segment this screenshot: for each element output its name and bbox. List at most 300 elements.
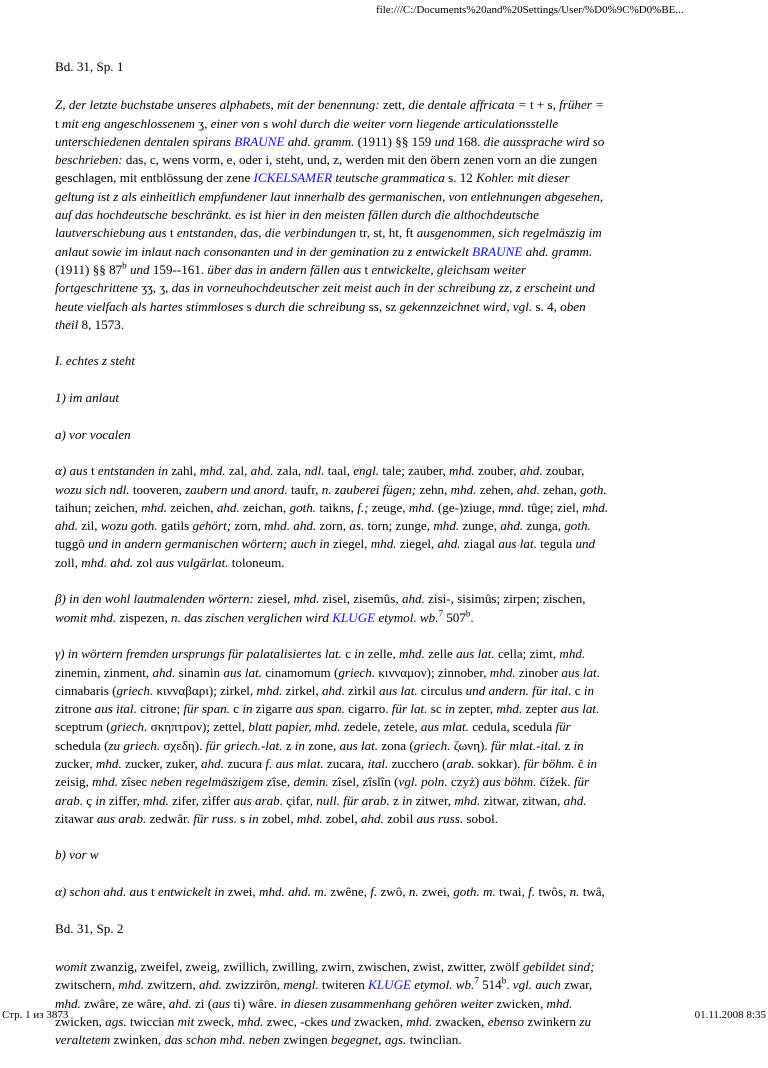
italic-text: mhd. [370, 536, 400, 552]
italic-text: mhd. [406, 1013, 436, 1029]
text-run: sceptrum ( [55, 719, 111, 735]
italic-text: mhd. [256, 682, 286, 698]
text-run: ʒʒ, ʒ, [141, 280, 172, 296]
italic-text: mengl. [283, 977, 322, 993]
italic-text: ausgenommen, sich regelmäszig im [416, 225, 602, 241]
text-run: zucara, [326, 755, 368, 771]
text-run: zwingen [283, 1032, 332, 1048]
text-run: cedula, scedula [472, 719, 556, 735]
text-run: taihun; zeichen, [55, 499, 142, 515]
text-run: ʒ, [198, 115, 211, 131]
italic-text: f. aus mlat. [265, 755, 327, 771]
text-run: twai, [499, 884, 529, 900]
text-run: zedele, zetele, [343, 719, 421, 735]
italic-text: n. zauberei fügen; [321, 481, 420, 497]
text-run: geschlagen, mit entblössung der zene [55, 170, 254, 186]
text-run: cigarro. [348, 701, 392, 717]
italic-text: geltung ist z als einheitlich empfundener laut innerhalb des germanischen, von entlehnungen abgesehen, [55, 188, 604, 204]
italic-text: veraltetem [55, 1032, 114, 1048]
italic-text: das schon mhd. neben [164, 1032, 284, 1048]
italic-text: mhd. [582, 499, 609, 515]
text-run: zitwar, zitwan, [483, 792, 564, 808]
text-run: zitwer, [415, 792, 455, 808]
text-run: (1911) §§ 159 [357, 133, 435, 149]
italic-text: und [126, 261, 153, 277]
text-run: ç [86, 792, 96, 808]
text-run: twâ, [582, 884, 605, 900]
italic-text: entwickelte, gleichsam weiter [371, 261, 526, 277]
italic-text: ahd. [216, 499, 243, 515]
text-run: . [506, 977, 513, 993]
italic-text: n. das zischen verglichen wird [171, 609, 333, 625]
italic-text: zaubern und anord. [185, 481, 291, 497]
text-run: zwicken, [496, 995, 547, 1011]
italic-text: demin. [293, 774, 332, 790]
paragraph-intro [55, 96, 715, 334]
text-run: ziesel, [257, 591, 294, 607]
italic-text: ahd. [516, 481, 544, 497]
italic-text: in [248, 810, 262, 826]
italic-text: etymol. wb. [375, 609, 439, 625]
text-run: zwâre, ze wâre, [84, 995, 169, 1011]
text-run: Bd. 31, Sp. 2 [55, 920, 124, 936]
italic-text: aus lat. [379, 682, 421, 698]
text-run: zehen, [479, 481, 517, 497]
text-run: sobol. [466, 810, 499, 826]
italic-text: null. für arab. [316, 792, 394, 808]
text-run: zwêne, [330, 884, 371, 900]
text-run: 159--161. [152, 261, 208, 277]
text-run: čížek. [539, 774, 574, 790]
text-run: sokkar). [477, 755, 524, 771]
text-run: zobel, [325, 810, 361, 826]
italic-text: α) aus [55, 463, 91, 479]
italic-text: und [434, 133, 458, 149]
author-link[interactable]: BRAUNE [234, 133, 285, 149]
text-run: ziffer, [108, 792, 143, 808]
paragraph-alpha [55, 462, 715, 572]
text-run: zwei, [421, 884, 454, 900]
text-run: zigarre [255, 701, 296, 717]
heading-bd31-sp2 [55, 920, 715, 938]
italic-text: mhd. [95, 755, 126, 771]
italic-text: mhd. [546, 995, 573, 1011]
italic-text: für [555, 719, 571, 735]
italic-text: begegnet, ags. [331, 1032, 410, 1048]
text-run: ζωνη). [453, 737, 491, 753]
text-run: tooveren, [132, 481, 186, 497]
italic-text: aus arab. [233, 792, 287, 808]
author-link[interactable]: KLUGE [368, 977, 412, 993]
italic-text: aus vulgärlat. [155, 554, 232, 570]
text-run: (1911) §§ 87 [55, 261, 123, 277]
italic-text: arab. [446, 755, 478, 771]
italic-text: f. [370, 884, 381, 900]
text-run: κινναμον); zinnober, [378, 664, 490, 680]
text-run: twiccian [129, 1013, 178, 1029]
section-b [55, 846, 715, 864]
text-run: zwinken, [113, 1032, 165, 1048]
italic-text: in [586, 755, 598, 771]
text-run: tr, st, ht, ft [359, 225, 417, 241]
italic-text: ahd. gramm. [522, 243, 593, 259]
italic-text: ahd. [500, 518, 527, 534]
text-run: cinamomum ( [265, 664, 339, 680]
text-run: zwô, [380, 884, 409, 900]
superscript: 7 [474, 975, 479, 986]
text-run: zedwâr. [149, 810, 194, 826]
text-run: twinclian. [409, 1032, 462, 1048]
italic-text: aus lat. [560, 701, 600, 717]
italic-text: mhd. [454, 792, 484, 808]
text-run: κινναβαρι); zirkel, [156, 682, 257, 698]
text-run: sc [430, 701, 445, 717]
text-run: s [240, 810, 249, 826]
heading-bd31-sp1 [55, 58, 715, 76]
italic-text: mhd. [199, 463, 229, 479]
text-run: zwinkern [527, 1013, 580, 1029]
text-run: c [574, 682, 584, 698]
text-run: zinober [518, 664, 562, 680]
text-run: zispezen, [119, 609, 172, 625]
text-run: zisi-, sisimûs; zirpen; zischen, [428, 591, 586, 607]
italic-text: aus [129, 884, 151, 900]
text-run: σκηπτρον); zettel, [150, 719, 249, 735]
italic-text: oben [560, 298, 586, 314]
italic-text: aus lat. [561, 664, 600, 680]
italic-text: arab. [55, 792, 87, 808]
text-run: ss, sz [368, 298, 400, 314]
italic-text: durch die schreibung [255, 298, 369, 314]
dictionary-entry [55, 58, 715, 1068]
text-run: 514 [478, 977, 502, 993]
italic-text: ahd. [321, 682, 349, 698]
italic-text: womit [55, 958, 91, 974]
italic-text: aus lat. [456, 646, 498, 662]
italic-text: goth. [580, 481, 607, 497]
text-run: twôs, [538, 884, 570, 900]
italic-text: griech. [110, 719, 151, 735]
text-run: t [169, 225, 177, 241]
italic-text: gebildet sind; [522, 958, 595, 974]
italic-text: mhd. [143, 792, 173, 808]
italic-text: mhd. [237, 1013, 267, 1029]
text-run: zeuge, [371, 499, 409, 515]
italic-text: aus mlat. [420, 719, 473, 735]
browser-file-path: file:///C:/Documents%20and%20Settings/User/%D0%9C%D0%BE... [376, 4, 684, 16]
italic-text: ahd. [199, 977, 226, 993]
text-run: cella; zimt, [497, 646, 560, 662]
text-run: zeisig, [55, 774, 93, 790]
text-run: (ge-)ziuge, [437, 499, 499, 515]
section-1 [55, 389, 715, 407]
text-run: zucchero ( [391, 755, 447, 771]
italic-text: womit mhd. [55, 609, 120, 625]
text-run: taal, [327, 463, 354, 479]
italic-text: gehört; [192, 518, 235, 534]
text-run: s. 12 [448, 170, 477, 186]
text-run: schedula ( [55, 737, 109, 753]
italic-text: mhd. [141, 499, 171, 515]
text-run: taikns, [319, 499, 358, 515]
text-run: zett, [382, 97, 409, 113]
italic-text: aus arab. [96, 810, 150, 826]
text-run: s [246, 298, 256, 314]
italic-text: zu [579, 1013, 592, 1029]
italic-text: ahd. [168, 995, 195, 1011]
text-run: . [470, 609, 474, 625]
text-run: zelle [428, 646, 457, 662]
italic-text: für böhm. [523, 755, 578, 771]
italic-text: das in vorneuhochdeutscher zeit meist auch in der schreibung zz, z erscheint und [171, 280, 595, 296]
italic-text: mhd. [408, 499, 438, 515]
text-run: zucura [227, 755, 266, 771]
paragraph-b-alpha [55, 883, 715, 901]
italic-text: einer von [210, 115, 264, 131]
text-run: cinnabaris ( [55, 682, 117, 698]
text-run: zinemin, zinment, [55, 664, 153, 680]
italic-text: theil [55, 316, 82, 332]
text-run: t [55, 115, 62, 131]
text-run: z [393, 792, 403, 808]
italic-text: mhd. ahd. [264, 518, 320, 534]
italic-text: ahd. [55, 518, 82, 534]
italic-text: aus russ. [416, 810, 467, 826]
text-run: torn; zunge, [367, 518, 434, 534]
text-run: zwec, -ckes [266, 1013, 332, 1029]
italic-text: goth. [289, 499, 320, 515]
italic-text: mit [177, 1013, 198, 1029]
italic-text: zu griech. [108, 737, 164, 753]
text-run: zwitzern, [147, 977, 199, 993]
text-run: zwar, [564, 977, 593, 993]
paragraph-gamma [55, 645, 715, 828]
text-run: zirkil [348, 682, 380, 698]
italic-text: gekennzeichnet wird, vgl. [399, 298, 536, 314]
text-run: zweck, [197, 1013, 238, 1029]
italic-text: mhd. [118, 977, 148, 993]
italic-text: und andern. für ital. [465, 682, 575, 698]
text-run: circulus [420, 682, 466, 698]
text-run: zouber, [478, 463, 520, 479]
text-run: z [564, 737, 574, 753]
text-run: zehn, [419, 481, 451, 497]
italic-text: in [354, 646, 368, 662]
text-run: zitawar [55, 810, 97, 826]
italic-text: engl. [353, 463, 383, 479]
text-run: tûge; ziel, [527, 499, 583, 515]
italic-text: aus lat. [223, 664, 266, 680]
text-run: c [233, 701, 243, 717]
paragraph-continued [55, 958, 715, 1049]
italic-text: mhd. [55, 995, 85, 1011]
italic-text: in [583, 682, 595, 698]
italic-text: ahd. gramm. [284, 133, 358, 149]
text-run: t [90, 463, 98, 479]
italic-text: mhd. [92, 774, 122, 790]
text-run: zoll, [55, 554, 82, 570]
italic-text: früher = [559, 97, 604, 113]
italic-text: aus lat. [498, 536, 541, 552]
italic-text: wohl durch die weiter vorn liegende articulationsstelle [271, 115, 559, 131]
text-run: zwitschern, [55, 977, 119, 993]
paragraph-beta [55, 590, 715, 627]
italic-text: über das in andern fällen aus [207, 261, 365, 277]
italic-text: in [444, 701, 459, 717]
text-run: zîsel, zîslîn ( [331, 774, 399, 790]
italic-text: b) vor w [55, 847, 99, 863]
author-link[interactable]: ICKELSAMER [253, 170, 333, 186]
text-run: c [345, 646, 355, 662]
italic-text: mhd. [293, 591, 323, 607]
text-run: zisel, zisemûs, [322, 591, 402, 607]
text-run: twiteren [321, 977, 369, 993]
italic-text: ahd. [152, 664, 179, 680]
text-run: tuggô [55, 536, 89, 552]
text-run: t [150, 884, 158, 900]
italic-text: für russ. [193, 810, 241, 826]
text-run: ziagal [463, 536, 499, 552]
italic-text: n. [408, 884, 422, 900]
italic-text: und [331, 1013, 354, 1029]
italic-text: für lat. [391, 701, 431, 717]
italic-text: ndl. [304, 463, 328, 479]
text-run: zwacken, [435, 1013, 488, 1029]
text-run: t + s, [529, 97, 560, 113]
italic-text: griech. [338, 664, 379, 680]
italic-text: as. [349, 518, 368, 534]
text-run: zone, [308, 737, 340, 753]
text-run: zorn, [234, 518, 265, 534]
text-run: zirkel, [285, 682, 322, 698]
italic-text: griech. [116, 682, 157, 698]
text-run: tegula [540, 536, 576, 552]
italic-text: γ) in wörtern fremden ursprungs für palatalisiertes lat. [55, 646, 346, 662]
italic-text: für [573, 774, 590, 790]
italic-text: und in andern germanischen wörtern; auch in [88, 536, 333, 552]
italic-text: aus lat. [339, 737, 382, 753]
section-a [55, 426, 715, 444]
italic-text: beschrieben: [55, 152, 126, 168]
text-run: zelle, [367, 646, 400, 662]
text-run: zeichan, [243, 499, 290, 515]
italic-text: f. [528, 884, 539, 900]
text-run: č [577, 755, 587, 771]
italic-text: etymol. wb. [411, 977, 475, 993]
text-run: zil, [81, 518, 101, 534]
print-datetime: 01.11.2008 8:35 [694, 1009, 766, 1021]
italic-text: mhd. [489, 664, 519, 680]
text-run: zona ( [381, 737, 414, 753]
text-run: zwanzig, zweifel, zweig, zwillich, zwilling, zwirn, zwischen, zwist, zwitter, zwölf [90, 958, 523, 974]
italic-text: aus [212, 995, 234, 1011]
text-run: zifer, ziffer [172, 792, 234, 808]
italic-text: wozu goth. [100, 518, 161, 534]
text-run: zîsec [121, 774, 151, 790]
italic-text: mhd. ahd. [81, 554, 137, 570]
text-run: citrone; [140, 701, 184, 717]
text-run: t [364, 261, 372, 277]
italic-text: in [402, 792, 416, 808]
italic-text: die aussprache wird so [483, 133, 605, 149]
italic-text: ahd. [519, 463, 546, 479]
text-run: z [285, 737, 295, 753]
superscript: b [501, 975, 507, 986]
italic-text: ebenso [487, 1013, 528, 1029]
superscript: 7 [438, 608, 443, 619]
italic-text: mit eng angeschlossenem [61, 115, 199, 131]
italic-text: griech. [413, 737, 454, 753]
italic-text: mhd. [450, 481, 480, 497]
italic-text: ahd. [563, 792, 587, 808]
text-run: zepter [525, 701, 561, 717]
italic-text: in [573, 737, 584, 753]
italic-text: anlaut sowie im inlaut nach consonanten und in der gemination zu z entwickelt [55, 243, 473, 259]
italic-text: unterschiedenen dentalen spirans [55, 133, 235, 149]
text-run: zehan, [543, 481, 581, 497]
text-run: 8, 1573. [81, 316, 125, 332]
author-link[interactable]: KLUGE [332, 609, 376, 625]
italic-text: α) schon ahd. [55, 884, 130, 900]
text-run: 168. [457, 133, 484, 149]
italic-text: teutsche grammatica [332, 170, 449, 186]
italic-text: mnd. [498, 499, 528, 515]
italic-text: mhd. [399, 646, 429, 662]
text-run: taufr, [290, 481, 322, 497]
italic-text: aus ital. [94, 701, 141, 717]
text-run: zoubar, [545, 463, 585, 479]
section-I [55, 352, 715, 370]
italic-text: ahd. [250, 463, 277, 479]
text-run: das, c, wens vorm, e, oder i, steht, und, z, werden mit den öbern zenen vorn an die zungen [125, 152, 598, 168]
italic-text: fortgeschrittene [55, 280, 142, 296]
text-run: czyż) [450, 774, 483, 790]
text-run: zucker, [55, 755, 96, 771]
text-run: s. 4, [535, 298, 561, 314]
italic-text: Kohler. mit dieser [476, 170, 570, 186]
italic-text: ahd. [201, 755, 228, 771]
text-run: zobel, [261, 810, 297, 826]
text-run: zol [136, 554, 156, 570]
text-run: zahl, [171, 463, 200, 479]
italic-text: mhd. [559, 646, 586, 662]
italic-text: auf das hochdeutsche beschränkt. es ist hier in den meisten fällen durch die althochdeutsche [55, 207, 539, 223]
text-run: zi ( [194, 995, 213, 1011]
text-run: zala, [276, 463, 305, 479]
text-run: Bd. 31, Sp. 1 [55, 59, 124, 74]
superscript: b [122, 260, 127, 271]
italic-text: entwickelt in [157, 884, 228, 900]
italic-text: f.; [357, 499, 372, 515]
italic-text: entstanden, das, die verbindungen [176, 225, 360, 241]
italic-text: I. echtes z steht [55, 353, 135, 369]
text-run: çifar, [286, 792, 317, 808]
text-run: zucker, zuker, [125, 755, 202, 771]
italic-text: mhd. [449, 463, 479, 479]
italic-text: lautverschiebung aus [55, 225, 170, 241]
author-link[interactable]: BRAUNE [472, 243, 523, 259]
italic-text: ahd. [401, 591, 429, 607]
text-run: tale; zauber, [382, 463, 450, 479]
text-run: zunge, [462, 518, 501, 534]
text-run: zwei, [227, 884, 259, 900]
text-run: zwizzirôn, [225, 977, 284, 993]
text-run: zunga, [526, 518, 565, 534]
text-run: ti) wâre. [233, 995, 281, 1011]
italic-text: in [95, 792, 109, 808]
text-run: ziegel, [332, 536, 371, 552]
italic-text: mhd. ahd. m. [258, 884, 331, 900]
